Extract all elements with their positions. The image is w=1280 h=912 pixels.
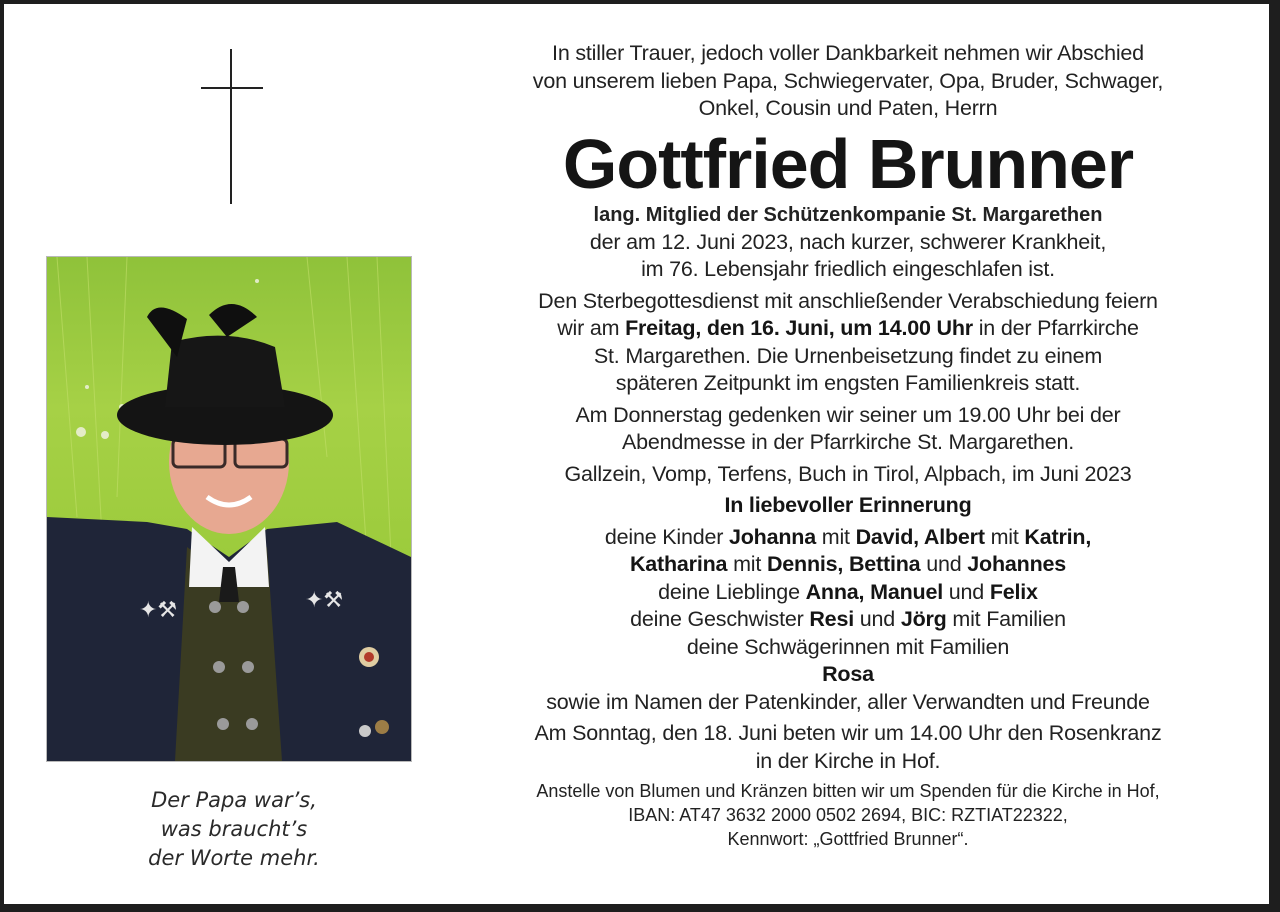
memorial-mass-line: Abendmesse in der Pfarrkirche St. Margarethen.	[621, 430, 1075, 454]
deceased-name: Gottfried Brunner	[562, 124, 1134, 203]
memorial-quote	[64, 786, 404, 873]
portrait-photo	[46, 256, 412, 762]
intro-line: In stiller Trauer, jedoch voller Dankbarkeit nehmen wir Abschied	[552, 41, 1144, 65]
death-line: im 76. Lebensjahr friedlich eingeschlafen ist.	[641, 257, 1055, 281]
sisters-in-law-line: deine Schwägerinnen mit Familien	[686, 634, 1010, 659]
others-line: sowie im Namen der Patenkinder, aller Verwandten und Freunde	[546, 689, 1150, 714]
cross-icon	[201, 49, 263, 204]
memorial-mass-line: Am Donnerstag gedenken wir seiner um 19.00 Uhr bei der	[575, 402, 1121, 427]
funeral-line: St. Margarethen. Die Urnenbeisetzung findet zu einem	[593, 343, 1103, 368]
svg-text:✦⚒: ✦⚒	[305, 587, 344, 612]
rosa-line: Rosa	[822, 662, 874, 686]
svg-text:✦⚒: ✦⚒	[139, 597, 178, 622]
funeral-line: wir am Freitag, den 16. Juni, um 14.00 Uhr in der Pfarrkirche	[557, 316, 1139, 340]
obituary-page	[4, 4, 1272, 904]
quote-line: Der Papa war’s,	[151, 788, 317, 812]
children-line: deine Kinder Johanna mit David, Albert mit Katrin,	[604, 524, 1092, 549]
grandchildren-line: deine Lieblinge Anna, Manuel und Felix	[658, 579, 1038, 604]
quote-line: was braucht’s	[160, 817, 308, 841]
intro-line: von unserem lieben Papa, Schwiegervater, Opa, Bruder, Schwager,	[532, 68, 1164, 93]
mourners-heading: In liebevoller Erinnerung	[724, 493, 972, 517]
funeral-line: späteren Zeitpunkt im engsten Familienkreis statt.	[615, 371, 1081, 395]
funeral-datetime: Freitag, den 16. Juni, um 14.00 Uhr	[625, 316, 973, 340]
obituary-text	[456, 40, 1240, 851]
membership-line: lang. Mitglied der Schützenkompanie St. Margarethen	[593, 203, 1103, 226]
quote-line: der Worte mehr.	[148, 846, 320, 870]
donation-line: Anstelle von Blumen und Kränzen bitten wir um Spenden für die Kirche in Hof,	[536, 781, 1160, 801]
rosary-line: Am Sonntag, den 18. Juni beten wir um 14.00 Uhr den Rosenkranz	[534, 721, 1162, 745]
siblings-line: deine Geschwister Resi und Jörg mit Familien	[630, 607, 1066, 631]
places-date: Gallzein, Vomp, Terfens, Buch in Tirol, Alpbach, im Juni 2023	[564, 461, 1132, 486]
death-line: der am 12. Juni 2023, nach kurzer, schwerer Krankheit,	[589, 229, 1107, 254]
rosary-line: in der Kirche in Hof.	[755, 748, 941, 773]
children-line: Katharina mit Dennis, Bettina und Johannes	[629, 552, 1067, 576]
donation-line: IBAN: AT47 3632 2000 0502 2694, BIC: RZTIAT22322,	[628, 805, 1068, 825]
donation-line: Kennwort: „Gottfried Brunner“.	[727, 829, 969, 849]
funeral-line: Den Sterbegottesdienst mit anschließender Verabschiedung feiern	[538, 288, 1158, 313]
intro-line: Onkel, Cousin und Paten, Herrn	[698, 96, 998, 120]
